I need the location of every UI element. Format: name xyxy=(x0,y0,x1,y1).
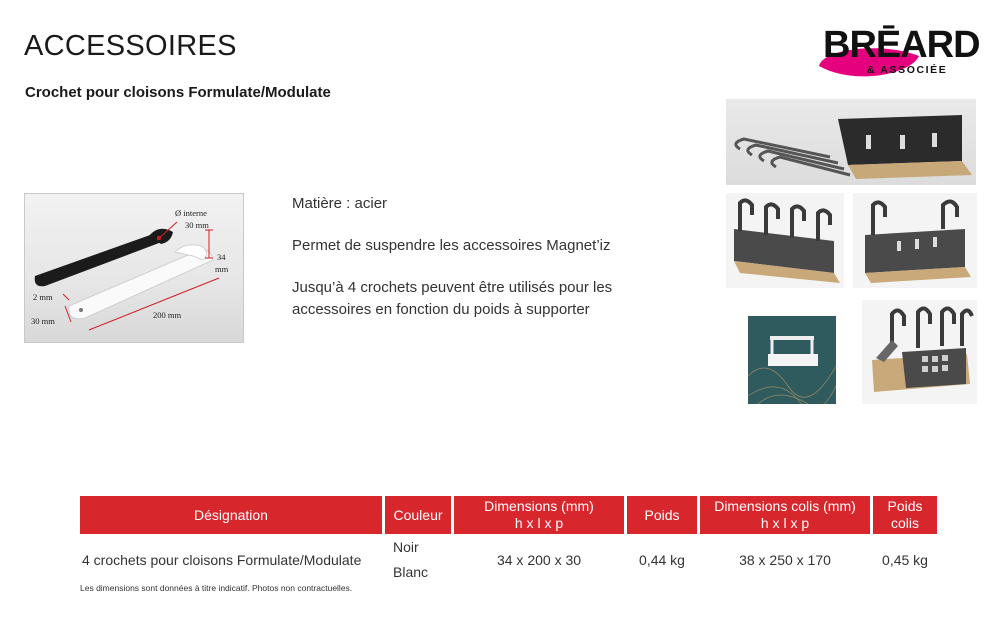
product-photo-shelf-back xyxy=(853,193,977,288)
header-dimensions-line2: h x l x p xyxy=(514,515,564,531)
header-dimensions-colis xyxy=(700,496,870,534)
company-logo xyxy=(815,24,985,86)
cell-couleur xyxy=(385,534,451,586)
header-dimensions xyxy=(454,496,624,534)
white-hook-icon xyxy=(69,245,213,319)
usage-text: Jusqu’à 4 crochets peuvent être utilisés pour les accessoires en fonction du poids à supporter xyxy=(292,279,613,318)
diagram-label-inner-diameter: Ø interne xyxy=(175,208,207,218)
disclaimer-note: Les dimensions sont données à titre indicatif. Photos non contractuelles. xyxy=(80,583,353,593)
cell-dimensions-colis: 38 x 250 x 170 xyxy=(739,552,831,568)
header-colis-line2: h x l x p xyxy=(760,515,810,531)
table-header-row xyxy=(80,496,937,534)
diagram-label-height: 34 xyxy=(217,252,226,262)
header-dimensions-line1: Dimensions (mm) xyxy=(484,498,594,514)
cell-dimensions: 34 x 200 x 30 xyxy=(496,552,582,568)
header-designation: Désignation xyxy=(80,496,382,534)
header-couleur: Couleur xyxy=(385,496,451,534)
diagram-label-height-unit: mm xyxy=(215,264,229,274)
header-colis-line1: Dimensions colis (mm) xyxy=(714,498,856,514)
table-row xyxy=(80,534,937,586)
purpose-text: Permet de suspendre les accessoires Magnet’iz xyxy=(292,237,611,254)
product-photo-shelf-front xyxy=(726,193,844,288)
diagram-label-width: 30 mm xyxy=(31,316,55,326)
header-poids-colis-line2: colis xyxy=(890,515,919,531)
product-photo-wall-shelf xyxy=(748,316,836,404)
header-poids-colis-line1: Poids xyxy=(887,498,923,514)
cell-poids: 0,44 kg xyxy=(639,552,685,568)
product-spec-table xyxy=(77,496,939,586)
logo-name: BRĒARD xyxy=(823,24,980,66)
product-photo-shelf-with-accessories xyxy=(862,300,977,404)
hook-dimension-diagram xyxy=(24,193,244,343)
cell-couleur-1: Noir xyxy=(393,539,419,555)
diagram-label-length: 200 mm xyxy=(153,310,182,320)
cell-couleur-2: Blanc xyxy=(393,564,429,580)
cell-poids-colis: 0,45 kg xyxy=(882,552,928,568)
diagram-label-thickness: 2 mm xyxy=(33,292,53,302)
page-title: ACCESSOIRES xyxy=(24,30,237,62)
diagram-label-inner-diameter-value: 30 mm xyxy=(185,220,209,230)
cell-designation: 4 crochets pour cloisons Formulate/Modulate xyxy=(82,552,362,568)
header-poids: Poids xyxy=(627,496,697,534)
logo-tagline: & ASSOCIÉE xyxy=(867,64,948,76)
product-subtitle: Crochet pour cloisons Formulate/Modulate xyxy=(25,84,331,101)
header-poids-colis xyxy=(873,496,937,534)
product-photo-hooks-and-shelf xyxy=(726,99,976,185)
material-text: Matière : acier xyxy=(292,195,388,212)
